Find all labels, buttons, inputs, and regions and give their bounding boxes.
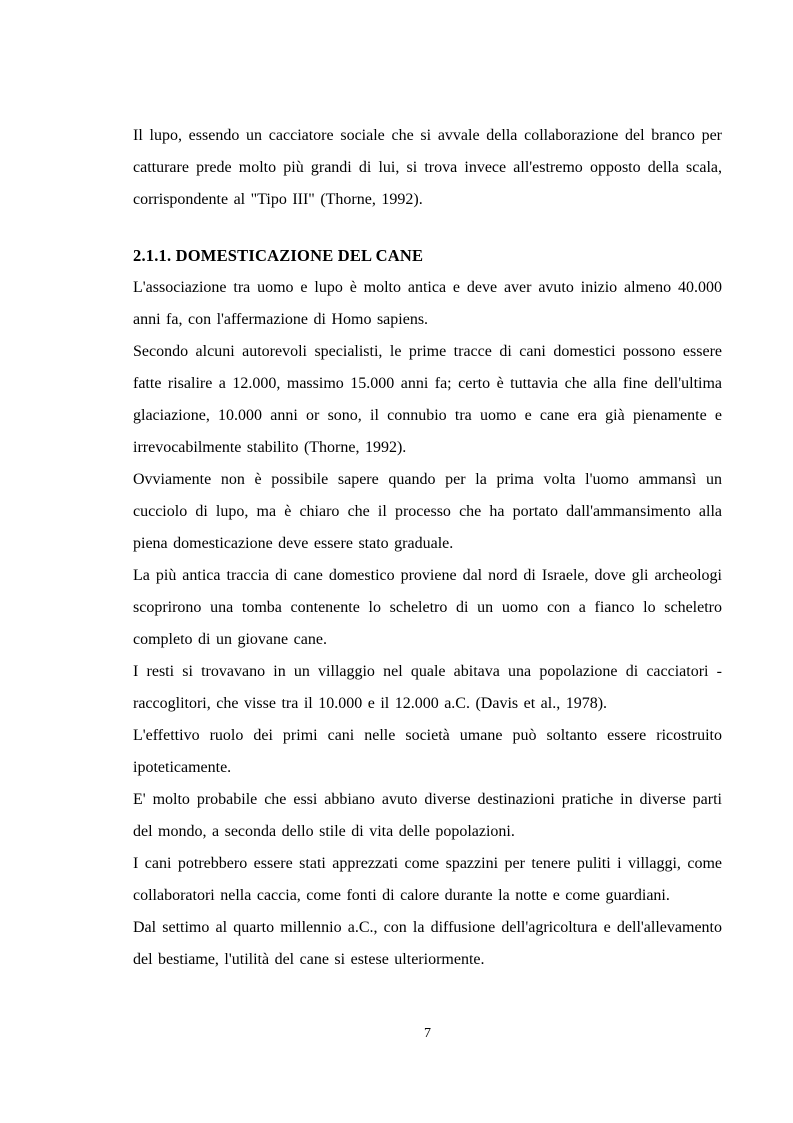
- paragraph-prime-tracce: Secondo alcuni autorevoli specialisti, le prime tracce di cani domestici possono essere fatte risalire a 12.000, massimo 15.000 anni fa; certo è tuttavia che alla fine dell'ultima glaciazione, 10.000 anni or sono, il connubio tra uomo e cane era già pienamente e irrevocabilmente stabilito (Thorne, 1992).: [133, 343, 722, 456]
- page-number: 7: [424, 1026, 431, 1041]
- paragraph-resti-villaggio: I resti si trovavano in un villaggio nel quale abitava una popolazione di cacciatori - raccoglitori, che visse tra il 10.000 e il 12.000 a.C. (Davis et al., 1978).: [133, 663, 722, 712]
- paragraph-ruolo-primi-cani: L'effettivo ruolo dei primi cani nelle società umane può soltanto essere ricostruito ipoteticamente.: [133, 727, 722, 776]
- paragraph-traccia-israele: La più antica traccia di cane domestico proviene dal nord di Israele, dove gli archeologi scoprirono una tomba contenente lo scheletro di un uomo con a fianco lo scheletro completo di un giovane cane.: [133, 567, 722, 648]
- paragraph-destinazioni: E' molto probabile che essi abbiano avuto diverse destinazioni pratiche in diverse parti del mondo, a seconda dello stile di vita delle popolazioni.: [133, 791, 722, 840]
- paragraph-ammansimento: Ovviamente non è possibile sapere quando per la prima volta l'uomo ammansì un cucciolo di lupo, ma è chiaro che il processo che ha portato dall'ammansimento alla piena domesticazione deve essere stato graduale.: [133, 471, 722, 552]
- paragraph-spazzini: I cani potrebbero essere stati apprezzati come spazzini per tenere puliti i villaggi, come collaboratori nella caccia, come fonti di calore durante la notte e come guardiani.: [133, 855, 722, 904]
- paragraph-associazione: L'associazione tra uomo e lupo è molto antica e deve aver avuto inizio almeno 40.000 anni fa, con l'affermazione di Homo sapiens.: [133, 279, 722, 328]
- paragraph-millennio: Dal settimo al quarto millennio a.C., con la diffusione dell'agricoltura e dell'allevamento del bestiame, l'utilità del cane si estese ulteriormente.: [133, 919, 722, 968]
- section-heading-domesticazione: 2.1.1. DOMESTICAZIONE DEL CANE: [133, 246, 424, 265]
- paragraph-wolf-hunter: Il lupo, essendo un cacciatore sociale che si avvale della collaborazione del branco per catturare prede molto più grandi di lui, si trova invece all'estremo opposto della scala, corrispondente al "Tipo III" (Thorne, 1992).: [133, 127, 722, 208]
- text-block: [133, 120, 722, 976]
